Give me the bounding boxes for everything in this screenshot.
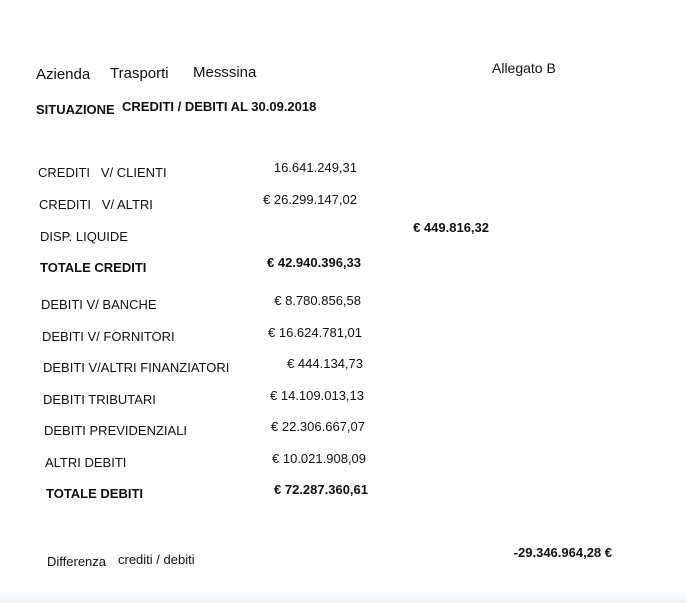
debt-value-fornitori: € 16.624.781,01 [268,325,362,340]
debt-label-previdenziali: DEBITI PREVIDENZIALI [44,423,188,438]
total-debts-value: € 72.287.360,61 [274,482,368,497]
debt-value-previdenziali: € 22.306.667,07 [271,419,365,434]
total-debts-label: TOTALE DEBITI [46,486,144,501]
debt-label-altri-finanziatori: DEBITI V/ALTRI FINANZIATORI [43,360,230,375]
company-name-azienda: Azienda [36,66,91,83]
debt-value-tributari: € 14.109.013,13 [270,388,364,403]
difference-label-crediti-debiti: crediti / debiti [118,552,195,567]
debt-label-altri-debiti: ALTRI DEBITI [45,455,127,470]
title-situazione: SITUAZIONE [36,102,115,117]
debt-label-banche: DEBITI V/ BANCHE [41,297,157,312]
title-crediti-debiti-date: CREDITI / DEBITI AL 30.09.2018 [122,99,317,114]
credit-label-disp-liquide: DISP. LIQUIDE [40,229,128,244]
debt-value-altri-finanziatori: € 444.134,73 [287,356,363,371]
attachment-label: Allegato B [492,60,556,76]
credit-label-altri: CREDITI V/ ALTRI [39,197,153,212]
debt-value-altri-debiti: € 10.021.908,09 [272,451,366,466]
difference-value: -29.346.964,28 € [513,545,612,560]
credit-value-disp-liquide: € 449.816,32 [413,220,489,235]
total-credits-value: € 42.940.396,33 [267,255,361,270]
credit-label-clienti: CREDITI V/ CLIENTI [38,165,167,180]
debt-label-fornitori: DEBITI V/ FORNITORI [42,329,175,344]
difference-label-differenza: Differenza [47,554,107,569]
debt-value-banche: € 8.780.856,58 [274,293,361,308]
company-name-messsina: Messsina [193,64,257,81]
total-credits-label: TOTALE CREDITI [40,260,147,275]
debt-label-tributari: DEBITI TRIBUTARI [43,392,156,407]
credit-value-clienti: 16.641.249,31 [273,160,357,175]
page-bottom-edge [0,593,687,603]
credit-value-altri: € 26.299.147,02 [263,192,357,207]
company-name-trasporti: Trasporti [110,65,169,82]
